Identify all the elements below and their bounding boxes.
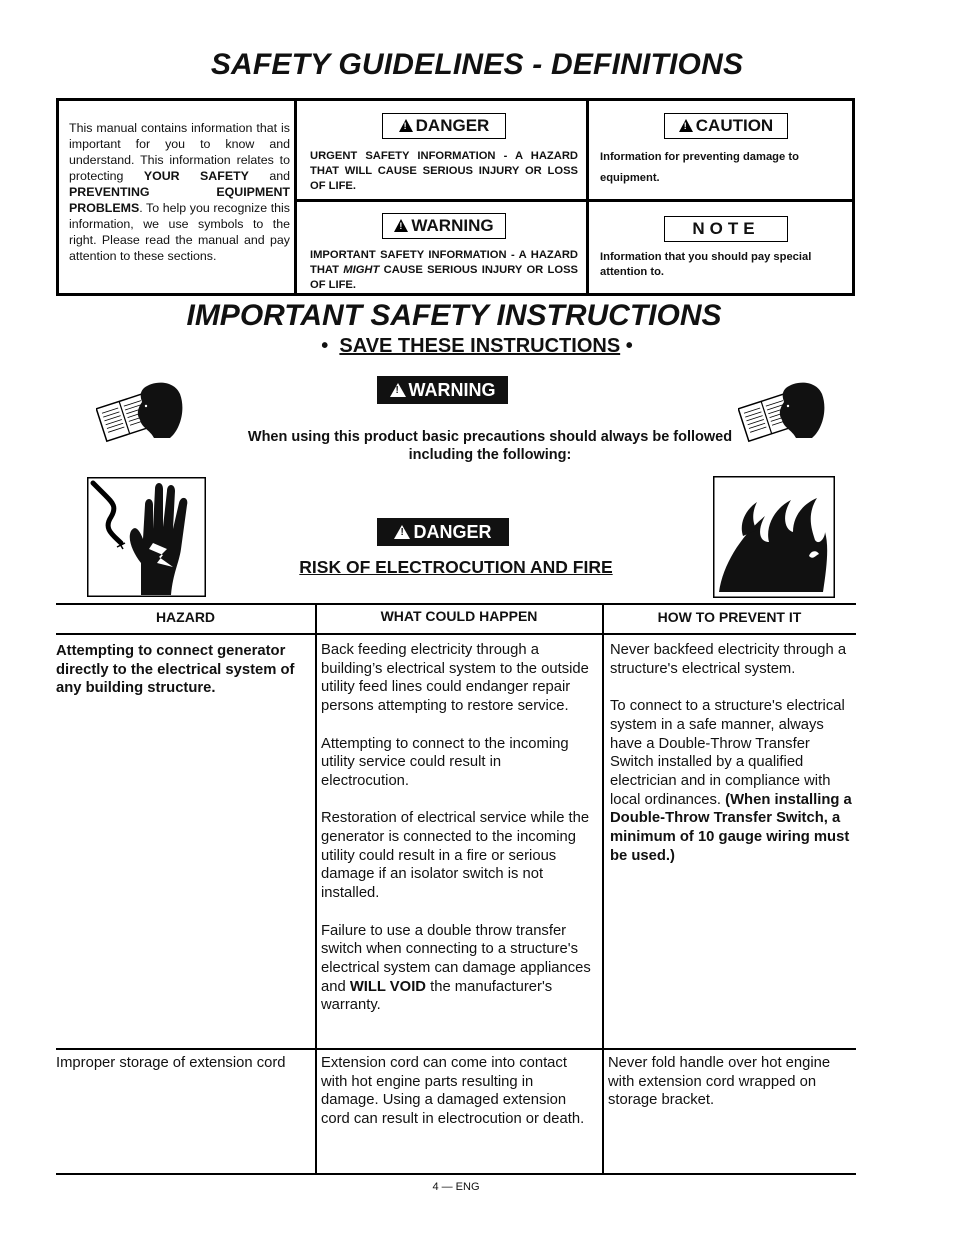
alert-triangle-icon xyxy=(390,383,406,397)
caution-definition: Information for preventing damage to equipment. xyxy=(600,151,799,184)
table-rule xyxy=(56,633,856,635)
electrocution-hand-icon xyxy=(87,477,206,597)
danger-definition: URGENT SAFETY INFORMATION - A HAZARD THAT WILL CAUSE SERIOUS INJURY OR LOSS OF LIFE. xyxy=(310,150,578,192)
fire-icon xyxy=(713,476,835,598)
alert-triangle-icon xyxy=(679,119,693,132)
column-header-what-could-happen: WHAT COULD HAPPEN xyxy=(380,608,538,624)
table-row-2-what-could-happen: Extension cord can come into contact with hot engine parts resulting in damage. Using a damaged extension cord can result in electrocution or death. xyxy=(321,1055,585,1128)
divider xyxy=(297,199,852,202)
table-row-2-hazard: Improper storage of extension cord xyxy=(56,1055,286,1071)
table-row-1-how-to-prevent: Never backfeed electricity through a structure's electrical system. To connect to a structure's electrical system in a safe manner, always have a Double-Throw Transfer Switch installed by a qualified electrician and in compliance with local ordinances. (When installing a Double-Throw Transfer Switch, a minimum of 10 gauge wiring must be used.) xyxy=(610,642,852,864)
divider xyxy=(586,101,589,293)
read-manual-icon xyxy=(738,380,828,446)
table-rule xyxy=(602,603,604,1175)
read-manual-icon xyxy=(96,380,186,446)
alert-triangle-icon xyxy=(399,119,413,132)
page-footer: 4 — ENG xyxy=(432,1181,480,1193)
note-definition: Information that you should pay special attention to. xyxy=(600,251,812,278)
danger-label: !DANGER xyxy=(382,113,506,139)
table-row-2-how-to-prevent: Never fold handle over hot engine with extension cord wrapped on storage bracket. xyxy=(608,1055,831,1109)
precaution-text: When using this product basic precautions should always be followed including the following: xyxy=(247,429,733,463)
danger-badge: !DANGER xyxy=(377,518,509,546)
alert-triangle-icon xyxy=(394,525,410,539)
table-rule xyxy=(315,603,317,1175)
section-title: IMPORTANT SAFETY INSTRUCTIONS xyxy=(186,299,722,332)
warning-definition: IMPORTANT SAFETY INFORMATION - A HAZARD THAT MIGHT CAUSE SERIOUS INJURY OR LOSS OF LIFE. xyxy=(310,249,578,291)
table-rule xyxy=(56,1173,856,1175)
column-header-how-to-prevent: HOW TO PREVENT IT xyxy=(657,609,802,625)
definitions-intro-cell xyxy=(59,101,297,293)
table-rule xyxy=(56,603,856,605)
warning-badge: !WARNING xyxy=(377,376,508,404)
column-header-hazard: HAZARD xyxy=(155,609,216,625)
alert-triangle-icon xyxy=(394,219,408,232)
definitions-intro-text: This manual contains information that is important for you to know and understand. This information relates to protecting YOUR SAFETY and PREVENTING EQUIPMENT PROBLEMS. To help you recognize this information, we use symbols to the right. Please read the manual and pay attention to these sections. xyxy=(69,121,291,263)
warning-label: !WARNING xyxy=(382,213,506,239)
risk-heading: RISK OF ELECTROCUTION AND FIRE xyxy=(299,557,613,577)
note-label: NOTE xyxy=(664,216,788,242)
table-row-1-hazard: Attempting to connect generator directly to the electrical system of any building structure. xyxy=(56,643,295,697)
hazard-table xyxy=(56,603,856,1175)
table-rule xyxy=(56,1048,856,1050)
table-row-1-what-could-happen: Back feeding electricity through a building’s electrical system to the outside utility feed lines could endanger repair persons attempting to restore service. Attempting to connect to the incoming utility service could result in electrocution. Restoration of electrical service while the generator is connected to the incoming utility could result in a fire or serious damage if an isolator switch is not installed. Failure to use a double throw transfer switch when connecting to a structure's electrical system can damage appliances and WILL VOID the manufacturer's warranty. xyxy=(321,642,591,1014)
caution-label: !CAUTION xyxy=(664,113,788,139)
save-instructions-heading: • SAVE THESE INSTRUCTIONS • xyxy=(321,335,633,357)
page-title: SAFETY GUIDELINES - DEFINITIONS xyxy=(210,48,744,81)
definitions-box xyxy=(56,98,855,296)
